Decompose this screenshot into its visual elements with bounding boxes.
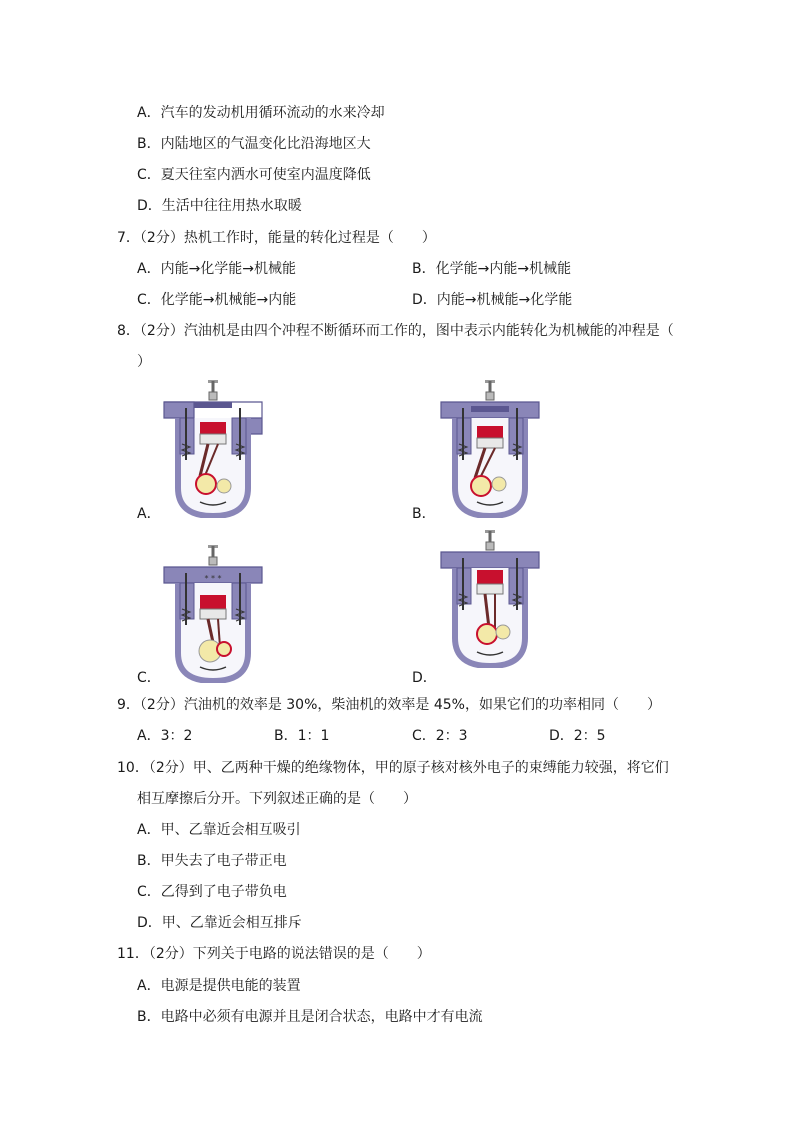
q9-option-c: C．2：3 bbox=[412, 728, 468, 744]
q9-option-d: D．2：5 bbox=[549, 728, 606, 744]
engine-stroke-diagram-icon bbox=[158, 378, 268, 518]
q10-stem-line1: 10．（2分）甲、乙两种干燥的绝缘物体，甲的原子核对核外电子的束缚能力较强，将它们 bbox=[117, 760, 669, 776]
q9-stem: 9．（2分）汽油机的效率是 30%，柴油机的效率是 45%，如果它们的功率相同（ ） bbox=[117, 697, 661, 713]
engine-stroke-diagram-icon bbox=[435, 378, 545, 518]
q8-stem-line2: ） bbox=[137, 354, 151, 370]
engine-stroke-diagram-icon bbox=[158, 543, 268, 683]
q6-option-b: B．内陆地区的气温变化比沿海地区大 bbox=[137, 136, 371, 152]
q11-option-a: A．电源是提供电能的装置 bbox=[137, 978, 301, 994]
figure-a-label: A． bbox=[137, 506, 161, 522]
engine-stroke-diagram-icon bbox=[435, 528, 545, 668]
q7-option-c: C．化学能→机械能→内能 bbox=[137, 292, 297, 308]
q10-option-a: A．甲、乙靠近会相互吸引 bbox=[137, 822, 301, 838]
q10-option-c: C．乙得到了电子带负电 bbox=[137, 884, 287, 900]
q6-option-d: D．生活中往往用热水取暖 bbox=[137, 198, 302, 214]
q7-option-a: A．内能→化学能→机械能 bbox=[137, 261, 297, 277]
figure-b-label: B． bbox=[412, 506, 436, 522]
figure-c-label: C． bbox=[137, 670, 161, 686]
q8-stem-line1: 8．（2分）汽油机是由四个冲程不断循环而工作的，图中表示内能转化为机械能的冲程是（ bbox=[117, 323, 674, 339]
q10-option-b: B．甲失去了电子带正电 bbox=[137, 853, 287, 869]
q9-option-b: B．1：1 bbox=[274, 728, 330, 744]
q7-stem: 7．（2分）热机工作时，能量的转化过程是（ ） bbox=[117, 230, 436, 246]
q10-option-d: D．甲、乙靠近会相互排斥 bbox=[137, 915, 302, 931]
q7-option-d: D．内能→机械能→化学能 bbox=[412, 292, 573, 308]
q6-option-a: A．汽车的发动机用循环流动的水来冷却 bbox=[137, 105, 385, 121]
svg-text:* * *: * * * bbox=[204, 574, 222, 583]
q7-option-b: B．化学能→内能→机械能 bbox=[412, 261, 572, 277]
q9-option-a: A．3：2 bbox=[137, 728, 193, 744]
q10-stem-line2: 相互摩擦后分开。下列叙述正确的是（ ） bbox=[137, 791, 417, 807]
q11-option-b: B．电路中必须有电源并且是闭合状态，电路中才有电流 bbox=[137, 1009, 483, 1025]
q6-option-c: C．夏天往室内洒水可使室内温度降低 bbox=[137, 167, 371, 183]
q11-stem: 11．（2分）下列关于电路的说法错误的是（ ） bbox=[117, 946, 431, 962]
figure-d-label: D． bbox=[412, 670, 437, 686]
